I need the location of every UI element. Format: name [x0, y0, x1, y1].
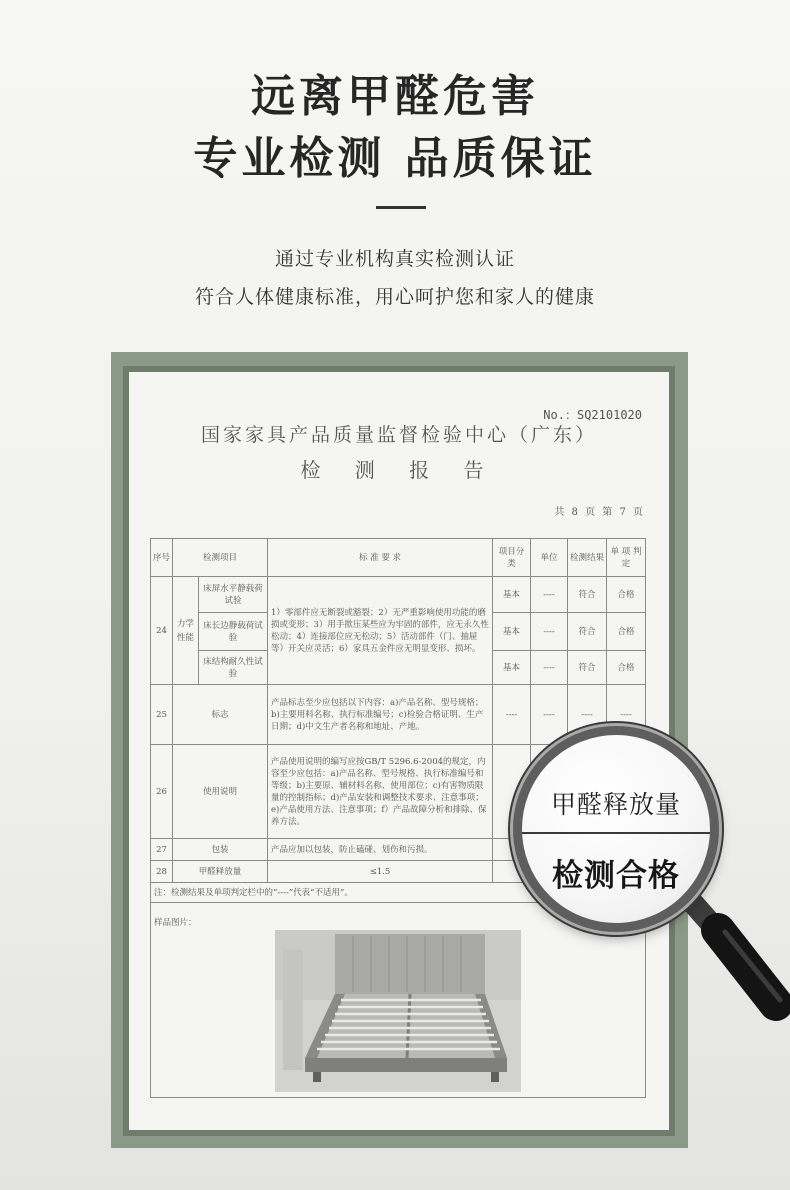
subtitle-line-2: 符合人体健康标准，用心呵护您和家人的健康: [194, 286, 595, 308]
bed-frame-image: [275, 930, 521, 1092]
sample-photo: [275, 930, 521, 1092]
table-row: 26 使用说明 产品使用说明的编写应按GB/T 5296.6-2004的规定，内容至少应包括：a)产品名称、型号规格、执行标准编号和等级；b)主要原、辅材料名称、使用部位；c)有害物质限量的控制指标；d)产品安装和调整技术要求、注意事项；e)产品使用方法、注意事项；f）产品故障分析和排除、保养方法。: [151, 745, 646, 839]
col-result: 检测结果: [568, 539, 607, 577]
photo-label: 样品图片：: [154, 918, 197, 928]
institution-name: 国家家具产品质量监督检验中心（广东）: [200, 424, 597, 446]
group-label: 力学性能: [173, 577, 199, 685]
col-requirement: 标 准 要 求: [268, 539, 493, 577]
table-row: 25 标志 产品标志至少应包括以下内容：a)产品名称、型号规格；b)主要用料名称、执行标准编号；c)检验合格证明、生产日期；d)中文生产者名称和地址、产地。 ---- ---- ---- ----: [151, 685, 646, 745]
table-row: 28 甲醛释放量 ≤1.5: [151, 861, 646, 883]
title-divider: [376, 206, 426, 209]
col-category: 项目分类: [493, 539, 531, 577]
magnifier-lens: [513, 726, 719, 932]
magnifier-label-2: 检测合格: [552, 858, 680, 894]
col-verdict: 单 项 判 定: [607, 539, 646, 577]
subtitle-line-1: 通过专业机构真实检测认证: [274, 248, 515, 270]
table-row: 床结构耐久性试验 基本 ---- 符合 合格: [151, 651, 646, 685]
col-seq: 序号: [151, 539, 173, 577]
table-header-row: [151, 539, 646, 577]
report-number: No.：SQ2101020: [543, 408, 642, 422]
report-title: 检 测 报 告: [300, 458, 498, 482]
page-info: 共 8 页 第 7 页: [554, 507, 643, 518]
headline-line-1: 远离甲醛危害: [251, 71, 539, 122]
col-unit: 单位: [531, 539, 568, 577]
table-row: 床长边静载荷试验 基本 ---- 符合 合格: [151, 613, 646, 651]
magnifier-rule: [513, 832, 719, 834]
table-note: 注：检测结果及单项判定栏中的“----”代表“不适用”。: [151, 883, 646, 903]
magnifier-label-1: 甲醛释放量: [550, 790, 681, 819]
headline-line-2: 专业检测 品质保证: [193, 133, 597, 184]
col-item: 检测项目: [173, 539, 268, 577]
table-row: 24 力学性能 床屏水平静载荷试验 1）零部件应无断裂或豁裂；2）无严重影响使用功能的磨损或变形；3）用手揿压某些应为牢固的部件，应无永久性松动；4）连接部位应无松动；5）活动部件（门、抽屉等）开关应灵活；6）家具五金件应无明显变形、损坏。 基本 ---- 符合 合格: [151, 577, 646, 613]
table-row: 27 包装 产品应加以包装，防止磕碰、划伤和污损。: [151, 839, 646, 861]
